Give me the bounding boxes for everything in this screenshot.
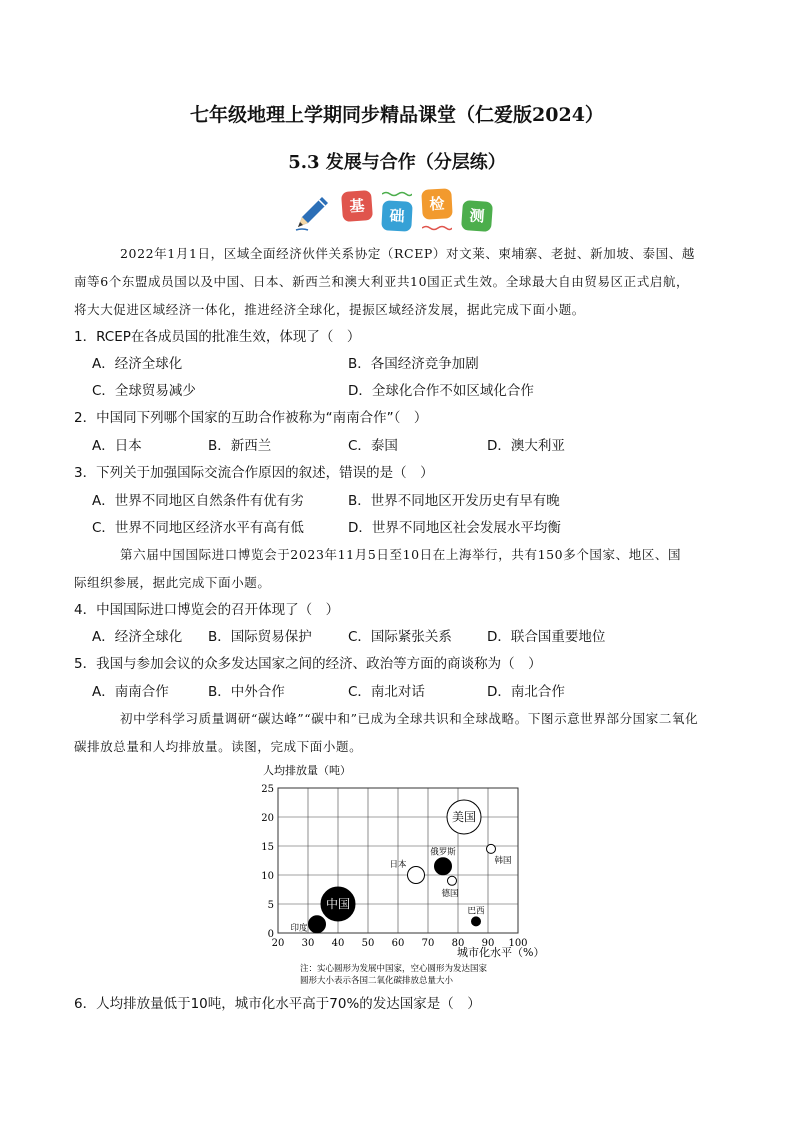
question-3-option-c[interactable]: C．世界不同地区经济水平有高有低	[92, 520, 304, 536]
passage-1-line-3: 将大大促进区域经济一体化，推进经济全球化，提振区域经济发展，据此完成下面小题。	[74, 302, 585, 317]
squiggle-decoration	[382, 191, 412, 197]
question-2-option-b[interactable]: B．新西兰	[208, 438, 272, 454]
country-label: 韩国	[494, 855, 512, 866]
emission-scatter-chart	[255, 760, 545, 985]
country-point	[435, 858, 452, 875]
passage-1-line-1: 2022年1月1日，区域全面经济伙伴关系协定（RCEP）对文莱、柬埔寨、老挝、新加坡、泰国、越	[120, 246, 695, 261]
passage-2-line-2: 际组织参展，据此完成下面小题。	[74, 575, 271, 590]
x-tick-label: 90	[481, 938, 495, 949]
passage-3-line-1: 初中学科学习质量调研“碳达峰”“碳中和”已成为全球共识和全球战略。下图示意世界部分国家二氧化	[120, 711, 699, 726]
y-tick-label: 10	[261, 871, 274, 882]
country-point	[472, 917, 481, 926]
y-tick-label: 15	[261, 842, 274, 853]
country-label: 巴西	[467, 906, 485, 917]
page-title: 七年级地理上学期同步精品课堂（仁爱版2024）	[190, 104, 604, 126]
x-tick-label: 20	[271, 938, 285, 949]
x-tick-label: 60	[391, 938, 405, 949]
question-1-option-b[interactable]: B．各国经济竞争加剧	[348, 356, 479, 372]
badge-chu: 础	[381, 200, 413, 232]
country-label: 中国	[325, 897, 351, 911]
question-5-option-a[interactable]: A．南南合作	[92, 684, 169, 700]
badge-ji: 基	[341, 190, 373, 222]
question-4-stem: 4．中国国际进口博览会的召开体现了（ ）	[74, 602, 340, 618]
country-point	[487, 844, 496, 853]
country-label: 德国	[441, 888, 459, 899]
x-tick-label: 40	[331, 938, 345, 949]
question-3-option-a[interactable]: A．世界不同地区自然条件有优有劣	[92, 493, 304, 509]
question-3-option-b[interactable]: B．世界不同地区开发历史有早有晚	[348, 493, 560, 509]
squiggle-decoration-2	[422, 225, 452, 231]
question-1-option-c[interactable]: C．全球贸易减少	[92, 383, 196, 399]
y-tick-label: 5	[267, 900, 274, 911]
chart-note-line-2: 圆形大小表示各国二氧化碳排放总量大小	[300, 976, 454, 985]
question-1-option-a[interactable]: A．经济全球化	[92, 356, 183, 372]
question-5-option-b[interactable]: B．中外合作	[208, 684, 285, 700]
chart-xlabel: 城市化水平（%）	[457, 946, 545, 959]
question-4-option-b[interactable]: B．国际贸易保护	[208, 629, 312, 645]
country-point	[408, 867, 425, 884]
question-2-option-a[interactable]: A．日本	[92, 438, 142, 454]
page-subtitle: 5.3 发展与合作（分层练）	[288, 152, 506, 173]
x-tick-label: 80	[451, 938, 465, 949]
question-4-option-c[interactable]: C．国际紧张关系	[348, 629, 452, 645]
country-label: 俄罗斯	[430, 847, 456, 858]
section-banner	[290, 187, 510, 237]
badge-ce: 测	[461, 200, 493, 232]
question-5-option-c[interactable]: C．南北对话	[348, 684, 425, 700]
x-tick-label: 70	[421, 938, 435, 949]
question-4-option-d[interactable]: D．联合国重要地位	[487, 629, 606, 645]
chart-note-line-1: 注：实心圆形为发展中国家，空心圆形为发达国家	[300, 964, 488, 974]
y-tick-label: 25	[261, 784, 274, 795]
passage-2-line-1: 第六届中国国际进口博览会于2023年11月5日至10日在上海举行，共有150多个国家、地区、国	[120, 547, 682, 562]
country-label: 日本	[389, 860, 407, 870]
x-tick-label: 30	[301, 938, 315, 949]
chart-ylabel: 人均排放量（吨）	[263, 764, 351, 777]
country-point	[448, 876, 457, 885]
passage-3-line-2: 碳排放总量和人均排放量。读图，完成下面小题。	[74, 739, 363, 754]
country-label: 印度	[290, 923, 308, 934]
question-1-stem: 1．RCEP在各成员国的批准生效，体现了（ ）	[74, 329, 361, 345]
y-tick-label: 0	[267, 929, 274, 940]
country-point	[309, 916, 326, 933]
pencil-icon	[292, 193, 332, 233]
badge-jian: 检	[421, 188, 453, 220]
question-5-option-d[interactable]: D．南北合作	[487, 684, 565, 700]
x-tick-label: 100	[508, 938, 528, 949]
question-5-stem: 5．我国与参加会议的众多发达国家之间的经济、政治等方面的商谈称为（ ）	[74, 656, 542, 672]
passage-1-line-2: 南等6个东盟成员国以及中国、日本、新西兰和澳大利亚共10国正式生效。全球最大自由贸易区正式启航，	[74, 274, 690, 289]
question-3-stem: 3．下列关于加强国际交流合作原因的叙述，错误的是（ ）	[74, 465, 434, 481]
question-3-option-d[interactable]: D．世界不同地区社会发展水平均衡	[348, 520, 561, 536]
question-2-stem: 2．中国同下列哪个国家的互助合作被称为“南南合作”（ ）	[74, 410, 428, 426]
question-2-option-c[interactable]: C．泰国	[348, 438, 398, 454]
question-1-option-d[interactable]: D．全球化合作不如区域化合作	[348, 383, 534, 399]
question-6-stem: 6．人均排放量低于10吨，城市化水平高于70%的发达国家是（ ）	[74, 996, 481, 1012]
country-label: 美国	[451, 810, 477, 824]
y-tick-label: 20	[261, 813, 274, 824]
question-4-option-a[interactable]: A．经济全球化	[92, 629, 183, 645]
question-2-option-d[interactable]: D．澳大利亚	[487, 438, 565, 454]
x-tick-label: 50	[361, 938, 375, 949]
